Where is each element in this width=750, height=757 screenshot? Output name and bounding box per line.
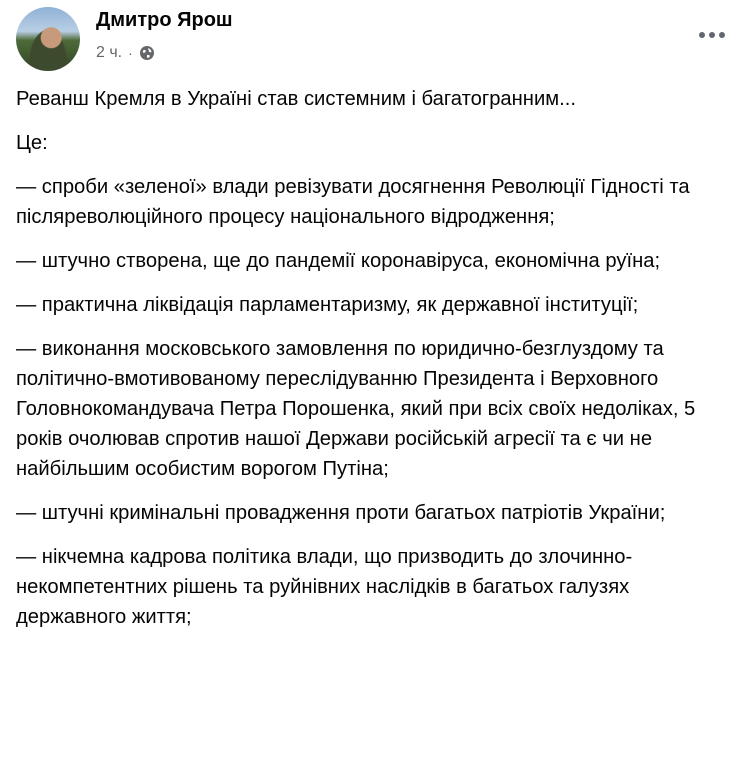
more-options-icon[interactable] <box>692 23 732 47</box>
post-paragraph: Реванш Кремля в Україні став системним і багатогранним... <box>16 88 576 110</box>
avatar[interactable] <box>16 7 80 71</box>
post-time[interactable]: 2 ч. <box>96 44 123 61</box>
post-meta <box>96 44 155 62</box>
post-paragraph: — спроби «зеленої» влади ревізувати досягнення Революції Гідності та післяреволюційного процесу національного відродження; <box>16 176 690 228</box>
author-name[interactable]: Дмитро Ярош <box>96 9 233 31</box>
globe-icon[interactable] <box>139 45 155 61</box>
post-paragraph: — виконання московського замовлення по юридично-безглуздому та політично-вмотивованому переслідуванню Президента і Верховного Головнокомандувача Петра Порошенка, який при всіх своїх недоліках, 5 років очолював спротив нашої Держави російській агресії та є чи не найбільшим особистим ворогом Путіна; <box>16 338 696 480</box>
meta-separator: · <box>128 45 133 61</box>
post-paragraph: — штучно створена, ще до пандемії коронавіруса, економічна руїна; <box>16 250 661 272</box>
post-paragraph: — штучні кримінальні провадження проти багатьох патріотів України; <box>16 502 666 524</box>
post-text <box>16 84 736 646</box>
post-paragraph: Це: <box>16 132 48 154</box>
post-header <box>16 7 734 71</box>
post-paragraph: — нікчемна кадрова політика влади, що призводить до злочинно-некомпетентних рішень та руйнівних наслідків в багатьох галузях державного життя; <box>16 546 633 628</box>
post-paragraph: — практична ліквідація парламентаризму, як державної інституції; <box>16 294 639 316</box>
